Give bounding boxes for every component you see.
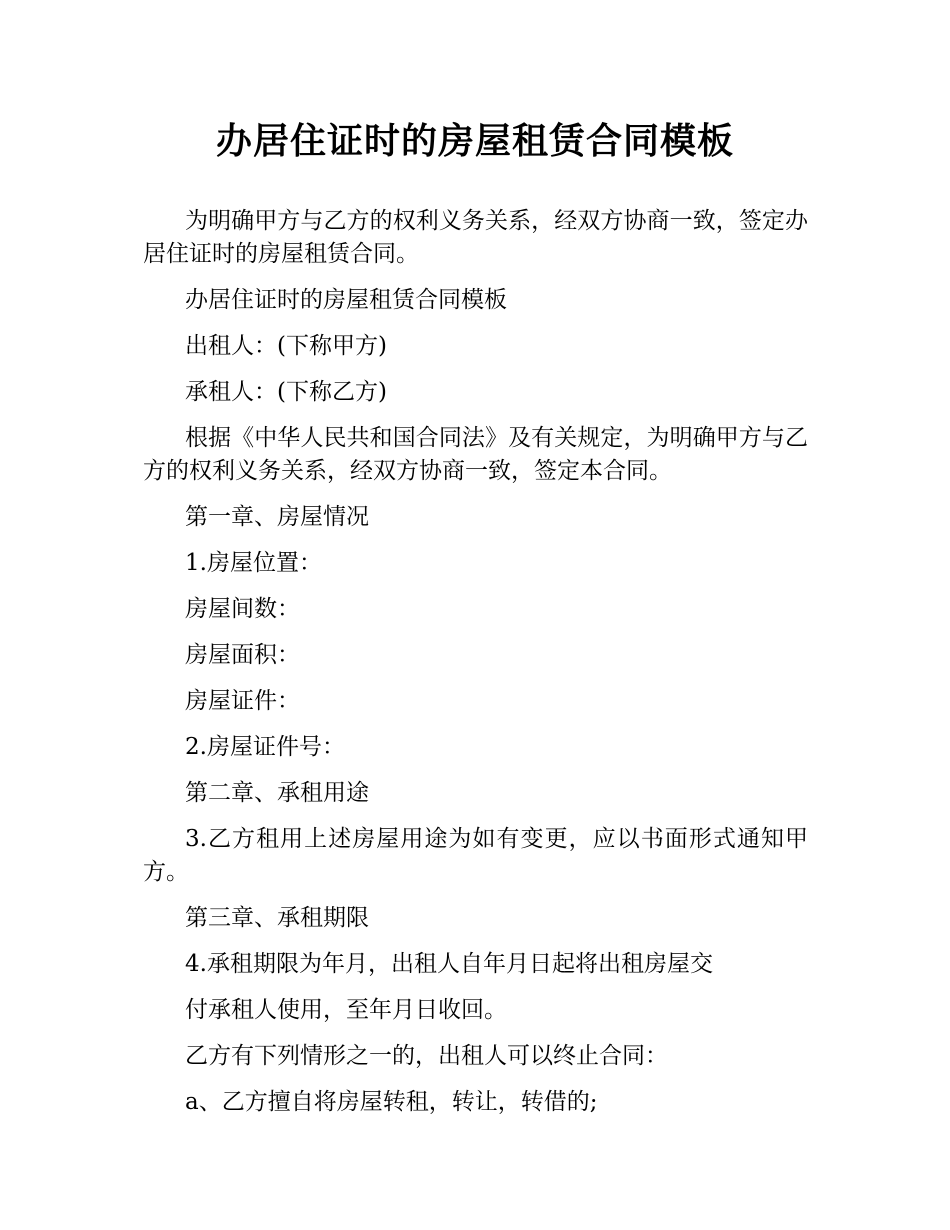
- termination-intro-line: 乙方有下列情形之一的，出租人可以终止合同：: [185, 1043, 668, 1069]
- termination-item-a: a、乙方擅自将房屋转租，转让，转借的;: [185, 1089, 598, 1115]
- chapter-3-heading: 第三章、承租期限: [185, 905, 369, 931]
- certificate-number-line: 2.房屋证件号：: [185, 734, 345, 760]
- term-line: 4.承租期限为年月，出租人自年月日起将出租房屋交: [185, 951, 713, 977]
- house-rooms-line: 房屋间数：: [185, 596, 300, 622]
- house-area-line: 房屋面积：: [185, 642, 300, 668]
- term-continuation-line: 付承租人使用，至年月日收回。: [185, 997, 507, 1023]
- document-title: 办居住证时的房屋租赁合同模板: [215, 121, 734, 162]
- usage-paragraph: 3.乙方租用上述房屋用途为如有变更，应以书面形式通知甲方。: [143, 826, 808, 885]
- chapter-1-heading: 第一章、房屋情况: [185, 504, 369, 530]
- lessee-line: 承租人：(下称乙方): [185, 379, 387, 405]
- intro-paragraph: 为明确甲方与乙方的权利义务关系，经双方协商一致，签定办居住证时的房屋租赁合同。: [143, 208, 808, 267]
- subtitle-paragraph: 办居住证时的房屋租赁合同模板: [185, 287, 507, 313]
- legal-basis-paragraph: 根据《中华人民共和国合同法》及有关规定，为明确甲方与乙方的权利义务关系，经双方协商一致，签定本合同。: [143, 425, 808, 484]
- document-body: [143, 205, 808, 1132]
- chapter-2-heading: 第二章、承租用途: [185, 780, 369, 806]
- house-certificate-line: 房屋证件：: [185, 688, 300, 714]
- lessor-line: 出租人：(下称甲方): [185, 333, 387, 359]
- house-location-line: 1.房屋位置：: [185, 550, 322, 576]
